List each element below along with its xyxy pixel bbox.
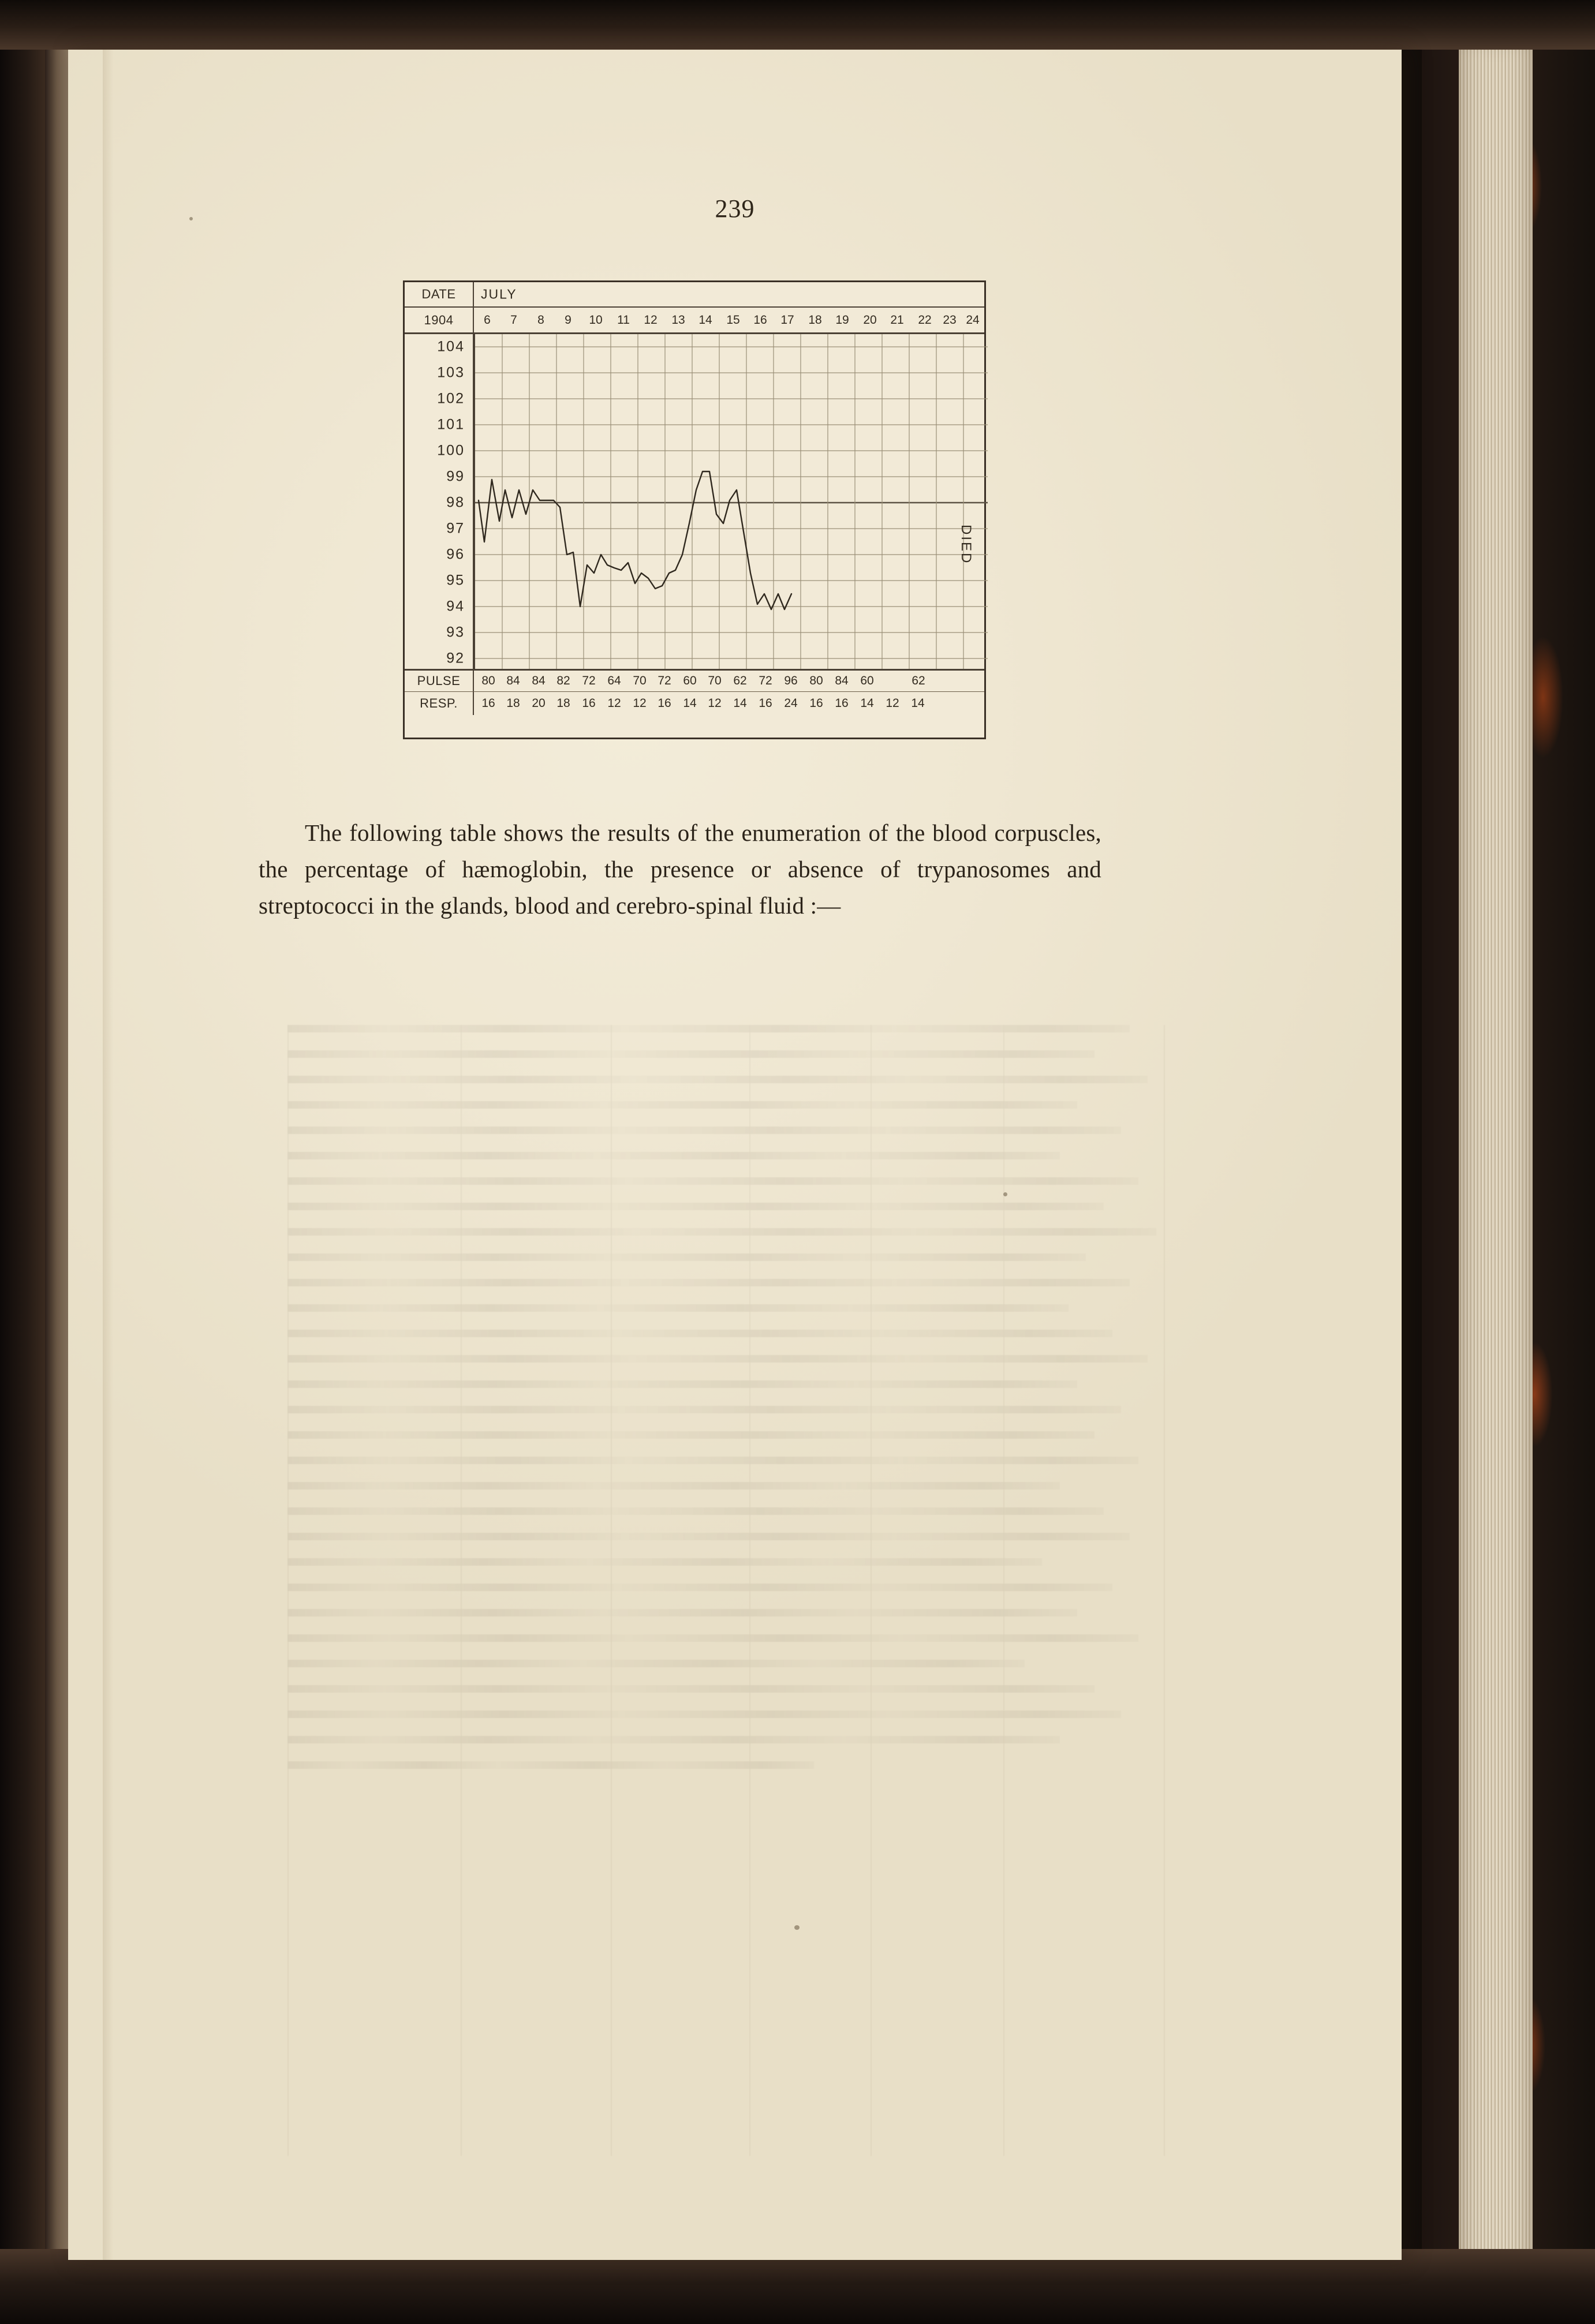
resp-cell: 16 (835, 697, 849, 710)
pulse-cell: 70 (708, 674, 722, 687)
resp-cell: 14 (733, 697, 747, 710)
resp-row-label: RESP. (405, 692, 474, 715)
pulse-row-label: PULSE (405, 671, 474, 691)
pulse-cell: 84 (506, 674, 520, 687)
day-cell: 23 (943, 313, 957, 327)
day-cell: 16 (753, 313, 767, 327)
chart-pulse-row (405, 669, 984, 692)
page-block-fore-edge (1459, 35, 1533, 2285)
top-dark-margin (0, 0, 1595, 50)
chart-day-row (405, 308, 984, 334)
pulse-cell: 72 (582, 674, 596, 687)
resp-cell: 14 (683, 697, 697, 710)
page-number: 239 (715, 194, 755, 223)
pulse-cell: 96 (784, 674, 798, 687)
pulse-cell: 60 (860, 674, 874, 687)
pulse-cell: 60 (683, 674, 697, 687)
y-tick: 96 (446, 546, 465, 563)
chart-date-row (405, 282, 984, 308)
resp-values (474, 692, 984, 715)
day-cell: 19 (835, 313, 849, 327)
chart-frame (403, 280, 986, 739)
y-tick: 94 (446, 598, 465, 615)
day-cell: 12 (644, 313, 658, 327)
day-cell: 10 (589, 313, 603, 327)
resp-cell: 16 (658, 697, 671, 710)
y-tick: 104 (437, 338, 465, 355)
resp-cell: 14 (860, 697, 874, 710)
resp-cell: 16 (809, 697, 823, 710)
day-cell: 8 (537, 313, 544, 327)
resp-cell: 12 (708, 697, 722, 710)
day-cell: 20 (863, 313, 877, 327)
resp-cell: 16 (481, 697, 495, 710)
day-cell: 21 (890, 313, 904, 327)
pulse-cell: 84 (532, 674, 546, 687)
pulse-cell: 62 (733, 674, 747, 687)
day-cell: 18 (808, 313, 822, 327)
chart-plot-area (474, 334, 984, 669)
pulse-cell: 80 (809, 674, 823, 687)
date-row-label: DATE (405, 282, 474, 306)
day-number-cells (474, 308, 984, 332)
day-cell: 15 (726, 313, 740, 327)
month-header (474, 282, 984, 306)
grid-horizontal (475, 347, 988, 658)
day-cell: 9 (565, 313, 571, 327)
grid-vertical (502, 334, 963, 669)
pulse-cell: 70 (633, 674, 647, 687)
pulse-cell: 72 (658, 674, 671, 687)
resp-cell: 12 (633, 697, 647, 710)
resp-cell: 14 (911, 697, 925, 710)
paper-speck (189, 217, 193, 220)
y-tick: 99 (446, 468, 465, 485)
y-tick: 101 (437, 416, 465, 433)
month-label: JULY (481, 286, 517, 302)
resp-cell: 18 (556, 697, 570, 710)
y-tick: 93 (446, 624, 465, 641)
day-cell: 24 (966, 313, 980, 327)
resp-cell: 12 (607, 697, 621, 710)
day-cell: 22 (918, 313, 932, 327)
resp-cell: 16 (759, 697, 772, 710)
pulse-values (474, 671, 984, 691)
day-cell: 14 (698, 313, 712, 327)
day-cell: 6 (484, 313, 491, 327)
temperature-chart (403, 280, 986, 739)
pulse-cell: 80 (481, 674, 495, 687)
y-tick: 92 (446, 650, 465, 667)
resp-cell: 24 (784, 697, 798, 710)
pulse-cell: 62 (912, 674, 925, 687)
chart-resp-row (405, 692, 984, 715)
pulse-cell: 82 (556, 674, 570, 687)
y-tick: 103 (437, 364, 465, 381)
verso-showthrough (287, 1025, 1165, 2156)
y-tick: 98 (446, 494, 465, 511)
resp-cell: 18 (506, 697, 520, 710)
day-cell: 11 (617, 313, 630, 327)
resp-cell: 16 (582, 697, 596, 710)
chart-svg (475, 334, 988, 669)
y-tick: 100 (437, 442, 465, 459)
left-dark-margin (0, 0, 45, 2324)
resp-cell: 12 (886, 697, 899, 710)
day-cell: 7 (510, 313, 517, 327)
body-paragraph (259, 815, 1101, 924)
pulse-cell: 64 (607, 674, 621, 687)
y-tick: 97 (446, 520, 465, 537)
paragraph-text: The following table shows the results of the enumeration of the blood corpuscles, the percentage of hæmoglobin, the presence or absence of trypanosomes and streptococci in the glands, blood and cerebro-spinal fluid :— (259, 819, 1101, 919)
temperature-axis (405, 334, 474, 669)
day-cell: 17 (780, 313, 794, 327)
pulse-cell: 72 (759, 674, 772, 687)
temperature-curve (479, 471, 791, 609)
resp-cell: 20 (532, 697, 546, 710)
y-tick: 95 (446, 572, 465, 589)
book-page (68, 50, 1402, 2260)
y-tick: 102 (437, 390, 465, 407)
day-cell: 13 (671, 313, 685, 327)
year-label: 1904 (405, 308, 474, 332)
pulse-cell: 84 (835, 674, 849, 687)
paper-speck (794, 1925, 800, 1930)
died-annotation: DIED (958, 525, 974, 565)
bottom-dark-margin (0, 2249, 1595, 2324)
paper-speck (1003, 1192, 1007, 1196)
